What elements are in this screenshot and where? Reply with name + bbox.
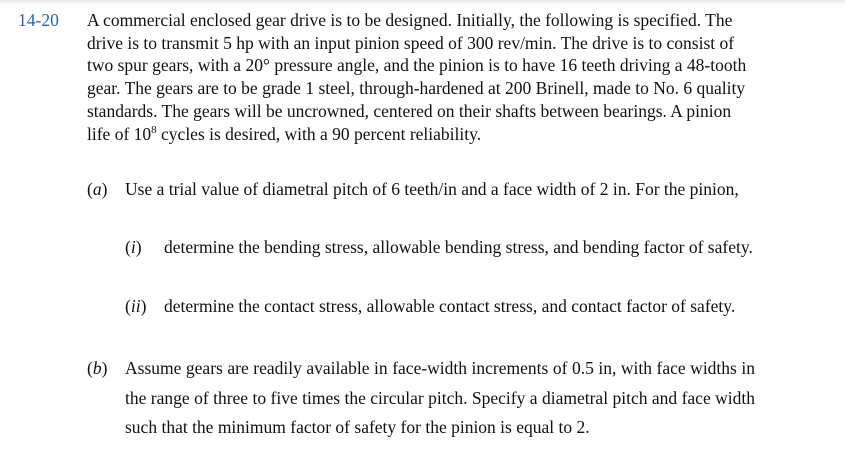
part-a-label: (a) — [87, 179, 108, 199]
intro-text: A commercial enclosed gear drive is to be designed. Initially, the following is specified. The drive is to transmit 5 hp with an input pinion speed of 300 rev/min. The drive is to consist of two spur gears, with a 20° pressure angle, and the pinion is to have 16 teeth driving a 48-tooth gear. The gears are to be grade 1 steel, through-hardened at 200 Brinell, made to No. 6 quality standards. The gears will be uncrowned, centered on their shafts between bearings. A pinion life of 10 — [87, 10, 747, 144]
part-a — [87, 175, 757, 205]
problem-statement — [87, 9, 757, 145]
exponent: 8 — [151, 123, 157, 136]
part-a-text: Use a trial value of diametral pitch of 6 teeth/in and a face width of 2 in. For the pinion, — [125, 179, 739, 199]
part-b-text: Assume gears are readily available in face-width increments of 0.5 in, with face widths in the range of three to five times the circular pitch. Specify a diametral pitch and face width such that the minimum factor of safety for the pinion is equal to 2. — [125, 358, 755, 437]
part-b-label: (b) — [87, 358, 108, 378]
part-a-i — [125, 233, 755, 263]
top-shadow — [0, 0, 845, 6]
part-b — [87, 354, 755, 443]
part-a-i-label: (i) — [125, 237, 142, 257]
part-a-ii — [125, 292, 755, 322]
part-a-ii-label: (ii) — [125, 296, 147, 316]
problem-number: 14-20 — [18, 10, 59, 30]
intro-paragraph — [87, 9, 757, 145]
intro-text-end: cycles is desired, with a 90 percent reliability. — [156, 123, 482, 144]
part-a-i-text: determine the bending stress, allowable bending stress, and bending factor of safety. — [164, 237, 753, 257]
part-a-ii-text: determine the contact stress, allowable contact stress, and contact factor of safety. — [164, 296, 736, 316]
